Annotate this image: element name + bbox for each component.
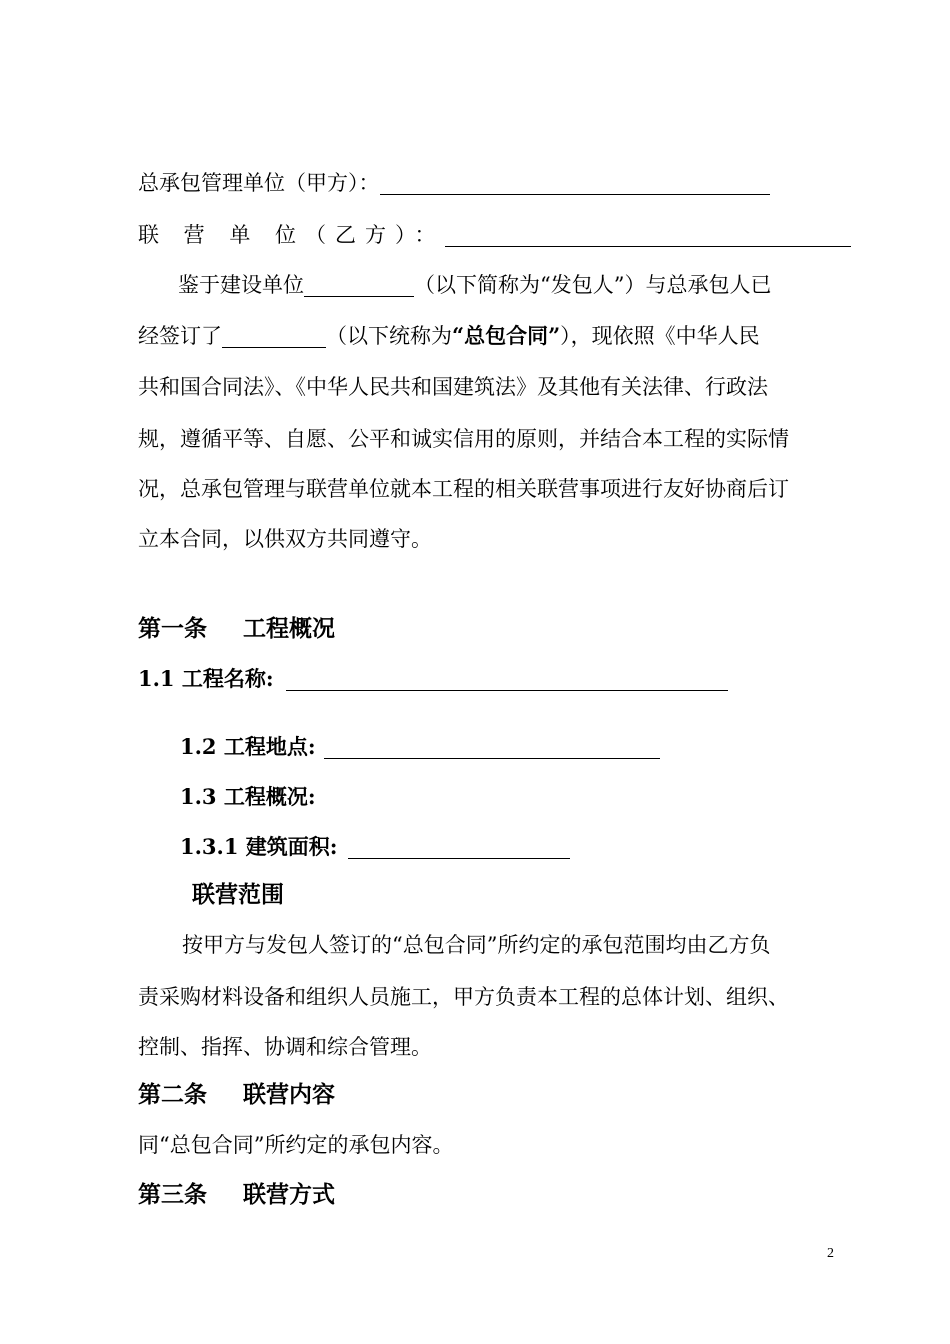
item-1-3-line: 1.3 工程概况:: [180, 784, 316, 809]
preamble-text: （以下简称为“发包人”）与总承包人已: [414, 273, 772, 297]
project-location-blank[interactable]: [324, 736, 660, 759]
item-1-1-label: 1.1 工程名称:: [138, 666, 274, 691]
preamble-line-4: 规，遵循平等、自愿、公平和诚实信用的原则，并结合本工程的实际情: [138, 427, 789, 451]
article-3-heading: [138, 1180, 335, 1210]
preamble-line-3: 共和国合同法》、《中华人民共和国建筑法》及其他有关法律、行政法: [138, 375, 768, 399]
item-1-3-1-label: 1.3.1 建筑面积:: [180, 834, 338, 859]
article-1-number: 第一条: [138, 615, 207, 642]
item-1-2-line: [180, 732, 660, 762]
party-a-label: 总承包管理单位（甲方）：: [138, 171, 380, 195]
item-1-1-line: [138, 664, 728, 694]
scope-line-3: 控制、指挥、协调和综合管理。: [138, 1035, 432, 1059]
article-3-number: 第三条: [138, 1181, 207, 1208]
preamble-line-1: [178, 270, 771, 300]
preamble-text: 鉴于建设单位: [178, 273, 304, 297]
building-area-blank[interactable]: [348, 836, 570, 859]
scope-line-1: 按甲方与发包人签订的“总包合同”所约定的承包范围均由乙方负: [182, 933, 771, 957]
general-contract-term: “总包合同”: [452, 323, 561, 348]
party-a-line: [138, 168, 770, 198]
preamble-line-6: 立本合同，以供双方共同遵守。: [138, 527, 432, 551]
preamble-text: 经签订了: [138, 324, 222, 348]
preamble-text: （以下统称为: [326, 324, 452, 348]
item-1-3-1-line: [180, 832, 570, 862]
party-b-blank[interactable]: [445, 224, 851, 247]
article-1-title: 工程概况: [243, 615, 335, 642]
preamble-text: ），现依照《中华人民: [560, 324, 760, 348]
scope-heading: 联营范围: [192, 881, 284, 908]
party-b-label: 联 营 单 位（乙方）：: [138, 223, 445, 247]
article-1-heading: [138, 614, 335, 644]
item-1-2-label: 1.2 工程地点:: [180, 734, 316, 759]
party-a-blank[interactable]: [380, 172, 770, 195]
article-2-title: 联营内容: [243, 1081, 335, 1108]
contract-name-blank[interactable]: [222, 325, 326, 348]
preamble-line-5: 况，总承包管理与联营单位就本工程的相关联营事项进行友好协商后订: [138, 477, 789, 501]
page-number: 2: [827, 1246, 834, 1261]
article-2-heading: [138, 1080, 335, 1110]
article-2-number: 第二条: [138, 1081, 207, 1108]
article-2-text: 同“总包合同”所约定的承包内容。: [138, 1133, 454, 1157]
preamble-line-2: [138, 321, 760, 351]
article-3-title: 联营方式: [243, 1181, 335, 1208]
project-name-blank[interactable]: [286, 668, 728, 691]
party-b-line: [138, 220, 851, 250]
construction-unit-blank[interactable]: [304, 274, 414, 297]
scope-line-2: 责采购材料设备和组织人员施工，甲方负责本工程的总体计划、组织、: [138, 985, 789, 1009]
